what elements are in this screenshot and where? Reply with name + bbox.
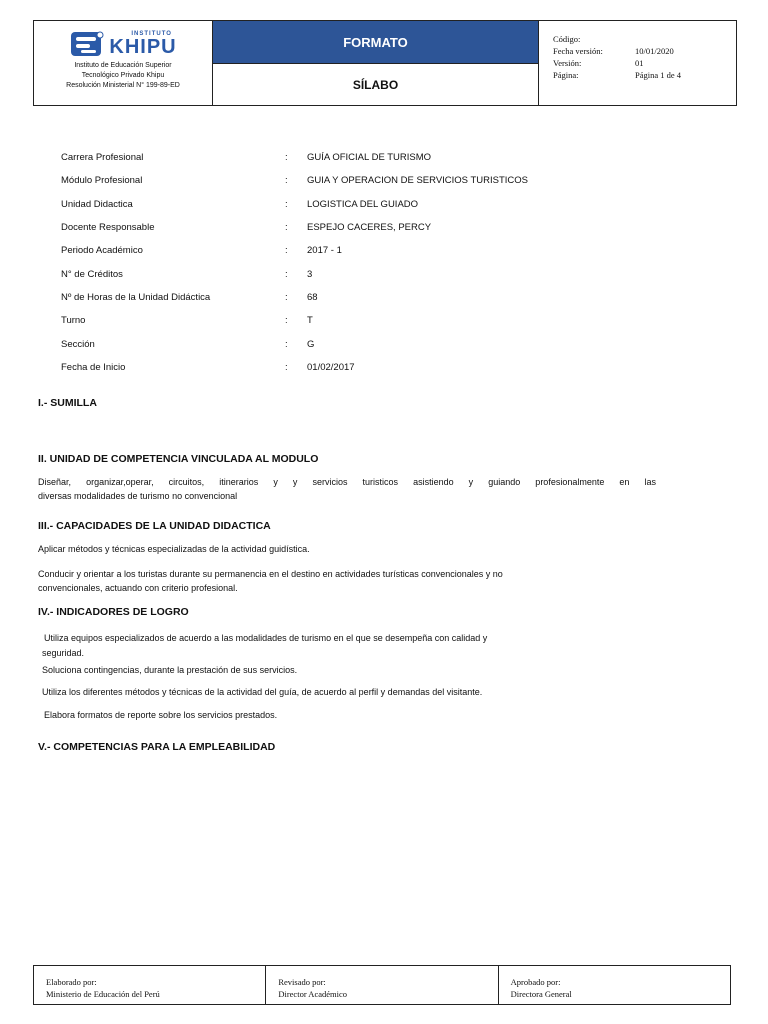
logo-block [34,21,213,105]
silabo-title: SÍLABO [352,77,399,92]
section-text-line: Utiliza equipos especializados de acuerdo a las modalidades de turismo en el que se desempeña con calidad y [44,633,488,643]
khipu-logo-icon [69,29,105,59]
footer-value: Directora General [510,989,572,999]
meta-value: 10/01/2020 [635,46,674,56]
info-row-turno [61,309,681,332]
info-label: Nº de Horas de la Unidad Didáctica [61,291,211,303]
info-row-docente [61,216,681,239]
info-separator: : [285,315,288,327]
info-row-carrera [61,146,681,169]
document-header [33,20,737,106]
info-label: Periodo Académico [61,245,143,257]
info-row-modulo [61,169,681,192]
footer-label: Revisado por: [278,977,326,987]
meta-label: Código: [553,34,581,44]
info-value: 3 [307,268,313,280]
info-label: Docente Responsable [61,222,155,234]
info-row-creditos [61,262,681,285]
info-row-unidad [61,193,681,216]
section-text-line: seguridad. [42,648,85,658]
meta-value: 01 [635,58,644,68]
info-value: T [307,315,313,327]
meta-row-codigo [553,33,736,45]
info-label: Módulo Profesional [61,175,143,187]
info-value: G [307,338,315,350]
footer-value: Ministerio de Educación del Perú [46,989,160,999]
info-separator: : [285,338,288,350]
institution-line: Tecnológico Privado Khipu [81,72,165,79]
institute-logo [69,27,176,61]
info-label: Turno [61,315,86,327]
meta-label: Página: [553,70,579,80]
footer-cell-revisado [265,966,497,1004]
info-value: LOGISTICA DEL GUIADO [307,198,419,210]
info-value: GUÍA OFICIAL DE TURISMO [307,152,432,164]
info-row-periodo [61,239,681,262]
footer-label: Elaborado por: [46,977,97,987]
section-title-sumilla: I.- SUMILLA [38,397,97,409]
section-text: Soluciona contingencias, durante la prestación de sus servicios. [42,665,298,675]
info-label: Fecha de Inicio [61,361,126,373]
formato-title: FORMATO [213,21,538,64]
info-value: 2017 - 1 [307,245,342,257]
section-title-capacidades: III.- CAPACIDADES DE LA UNIDAD DIDACTICA [38,520,271,532]
info-row-horas [61,286,681,309]
info-value: GUIA Y OPERACION DE SERVICIOS TURISTICOS [307,175,529,187]
info-label: N° de Créditos [61,268,123,280]
course-info-list [61,146,681,379]
section-title-empleabilidad: V.- COMPETENCIAS PARA LA EMPLEABILIDAD [38,741,276,753]
section-text-line: Diseñar, organizar,operar, circuitos, itinerarios y y servicios turisticos asistiendo y guiando profesionalmente en las [38,477,656,487]
section-text-line: convencionales, actuando con criterio profesional. [38,583,238,593]
meta-value: Página 1 de 4 [635,70,682,80]
info-separator: : [285,361,288,373]
section-text: Utiliza los diferentes métodos y técnicas de la actividad del guía, de acuerdo al perfil y demandas del visitante. [42,687,483,697]
meta-row-version [553,57,736,69]
footer-label: Aprobado por: [510,977,561,987]
section-title-unidad-competencia: II. UNIDAD DE COMPETENCIA VINCULADA AL MODULO [38,453,319,465]
info-label: Sección [61,338,95,350]
meta-row-fecha-version [553,45,736,57]
info-separator: : [285,152,288,164]
section-text: Elabora formatos de reporte sobre los servicios prestados. [44,710,278,720]
institution-line: Instituto de Educación Superior [74,62,172,69]
info-value: 68 [307,291,318,303]
info-separator: : [285,245,288,257]
section-text-line: Conducir y orientar a los turistas durante su permanencia en el destino en actividades turísticas convencionales y no [38,569,503,579]
info-row-seccion [61,332,681,355]
info-separator: : [285,175,288,187]
document-meta [539,21,736,105]
section-title-indicadores: IV.- INDICADORES DE LOGRO [38,606,189,618]
footer-value: Director Académico [278,989,348,999]
approval-footer [33,965,731,1005]
info-separator: : [285,222,288,234]
info-label: Carrera Profesional [61,152,144,164]
header-title-block [213,21,539,105]
meta-row-pagina [553,69,736,81]
info-row-fecha-inicio [61,356,681,379]
meta-label: Versión: [553,58,582,68]
info-value: ESPEJO CACERES, PERCY [307,222,432,234]
logo-big-text: KHIPU [109,36,177,58]
section-text: Aplicar métodos y técnicas especializadas de la actividad guidística. [38,544,310,554]
info-label: Unidad Didactica [61,198,133,210]
footer-cell-aprobado [498,966,730,1004]
footer-cell-elaborado [34,966,265,1004]
info-value: 01/02/2017 [307,361,355,373]
logo-small-text: INSTITUTO [131,31,172,37]
institution-line: Resolución Ministerial N° 199-89-ED [66,82,180,89]
section-text-line: diversas modalidades de turismo no convencional [38,491,238,501]
info-separator: : [285,198,288,210]
info-separator: : [285,268,288,280]
meta-label: Fecha versión: [553,46,603,56]
info-separator: : [285,291,288,303]
